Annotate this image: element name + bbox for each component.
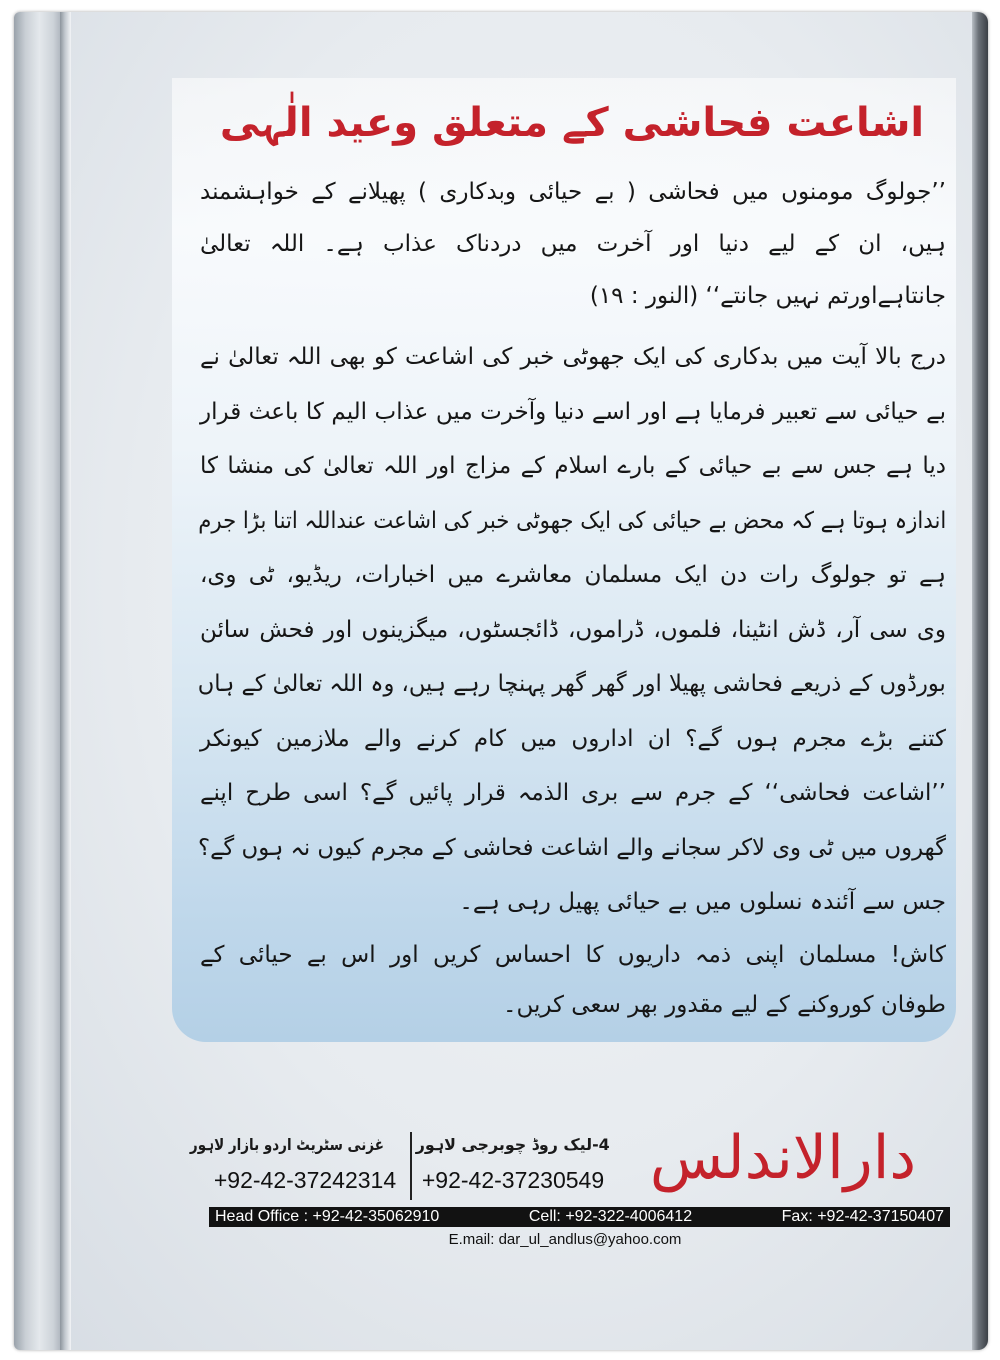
line-text: گھروں میں ٹی وی لاکر سجانے والے اشاعت فحاشی کے مجرم کیوں نہ ہوں گے؟ [198, 834, 946, 861]
text-line [198, 980, 946, 1030]
head-office-number: Head Office : +92-42-35062910 [215, 1208, 440, 1225]
branch-address [416, 1130, 610, 1160]
book-spine [14, 12, 60, 1350]
publisher-logo-text: دارالاندلس [649, 1123, 917, 1193]
line-text: جانتاہےاورتم نہیں جانتے‘‘ (النور : ۱۹) [589, 283, 946, 309]
text-line [198, 330, 946, 385]
cell-number: Cell: +92-322-4006412 [528, 1208, 693, 1225]
line-text: ’’جولوگ مومنوں میں فحاشی ( بے حیائی وبدکاری ) پھیلانے کے خواہشمند [200, 179, 946, 205]
line-text: ہے تو جولوگ رات دن ایک مسلمان معاشرے میں اخبارات، ریڈیو، ٹی وی، [200, 562, 946, 588]
branch-address-text: 4-لیک روڈ چوبرجی لاہور [415, 1135, 610, 1154]
fax-number: Fax: +92-42-37150407 [781, 1208, 944, 1225]
text-line [198, 712, 946, 767]
text-line [198, 657, 946, 712]
branch-phone-text: +92-42-37230549 [421, 1167, 605, 1193]
line-text: جس سے آئندہ نسلوں میں بے حیائی پھیل رہی ہے۔ [459, 889, 946, 915]
text-line [198, 766, 946, 821]
text-line [198, 875, 946, 930]
branch-chauburji [416, 1130, 610, 1202]
text-line [198, 821, 946, 876]
line-text: بے حیائی سے تعبیر فرمایا ہے اور اسے دنیا وآخرت میں عذاب الیم کا باعث قرار [200, 398, 946, 425]
text-line [198, 166, 946, 218]
line-text: ’’اشاعت فحاشی‘‘ کے جرم سے بری الذمہ قرار پائیں گے؟ اسی طرح اپنے [200, 780, 946, 806]
text-line [198, 548, 946, 603]
branch-phone [208, 1160, 402, 1200]
text-line [198, 385, 946, 440]
quote-paragraph [198, 166, 946, 322]
text-line [198, 494, 946, 549]
contact-bar [209, 1207, 950, 1227]
cover-title [198, 92, 946, 154]
line-text: دیا ہے جس سے بے حیائی کے بارے اسلام کے مزاج اور اللہ تعالیٰ کی منشا کا [200, 453, 946, 479]
branch-address-text: غزنی سٹریٹ اردو بازار لاہور [190, 1135, 385, 1154]
branch-address [190, 1130, 402, 1160]
column-divider [410, 1132, 412, 1200]
commentary-paragraph [198, 330, 946, 930]
line-text: بورڈوں کے ذریعے فحاشی پھیلا اور گھر گھر پہنچا رہے ہیں، وہ اللہ تعالیٰ کے ہاں [198, 671, 946, 697]
email-address [440, 1230, 690, 1250]
branch-phone-text: +92-42-37242314 [213, 1167, 397, 1193]
text-line [198, 270, 946, 322]
email-address-text: E.mail: dar_ul_andlus@yahoo.com [448, 1231, 682, 1248]
closing-paragraph [198, 930, 946, 1030]
text-line [198, 439, 946, 494]
line-text: طوفان کوروکنے کے لیے مقدور بھر سعی کریں۔ [502, 991, 946, 1018]
cover-title-text: اشاعت فحاشی کے متعلق وعید الٰہی [219, 100, 925, 146]
branch-phone [416, 1160, 610, 1200]
line-text: کاش! مسلمان اپنی ذمہ داریوں کا احساس کریں اور اس بے حیائی کے [200, 941, 946, 968]
spine-groove [60, 12, 71, 1350]
branch-urdu-bazar [190, 1130, 402, 1202]
line-text: وی سی آر، ڈش انٹینا، فلموں، ڈراموں، ڈائجسٹوں، میگزینوں اور فحش سائن [200, 616, 946, 643]
line-text: ہیں، ان کے لیے دنیا اور آخرت میں دردناک عذاب ہے۔ اللہ تعالیٰ [200, 231, 946, 257]
line-text: اندازہ ہوتا ہے کہ محض بے حیائی کی ایک جھوٹی خبر کی اشاعت عنداللہ اتنا بڑا جرم [198, 507, 946, 534]
line-text: درج بالا آیت میں بدکاری کی ایک جھوٹی خبر کی اشاعت کو بھی اللہ تعالیٰ نے [200, 344, 946, 370]
text-line [198, 930, 946, 980]
book-right-edge [972, 12, 988, 1350]
text-line [198, 218, 946, 270]
publisher-logo [618, 1112, 948, 1204]
text-line [198, 603, 946, 658]
text-block [198, 166, 946, 1030]
line-text: کتنے بڑے مجرم ہوں گے؟ ان اداروں میں کام کرنے والے ملازمین کیونکر [200, 725, 946, 752]
